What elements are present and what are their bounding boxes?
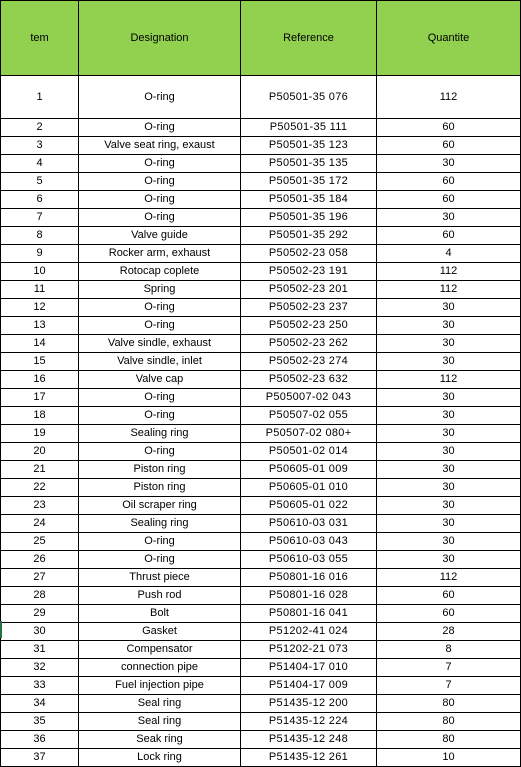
cell-reference[interactable]: P51202-41 024 bbox=[241, 623, 377, 641]
cell-reference[interactable]: P50501-02 014 bbox=[241, 443, 377, 461]
cell-item[interactable]: 17 bbox=[1, 389, 79, 407]
cell-quantity[interactable]: 80 bbox=[377, 713, 521, 731]
cell-quantity[interactable]: 112 bbox=[377, 281, 521, 299]
cell-quantity[interactable]: 30 bbox=[377, 461, 521, 479]
cell-designation[interactable]: O-ring bbox=[79, 407, 241, 425]
table-row bbox=[1, 389, 521, 407]
cell-item[interactable]: 29 bbox=[1, 605, 79, 623]
cell-quantity[interactable]: 112 bbox=[377, 76, 521, 119]
cell-quantity[interactable]: 30 bbox=[377, 551, 521, 569]
cell-item[interactable]: 20 bbox=[1, 443, 79, 461]
table-row bbox=[1, 677, 521, 695]
cell-item[interactable]: 16 bbox=[1, 371, 79, 389]
table-row bbox=[1, 335, 521, 353]
cell-reference[interactable]: P50501-35 196 bbox=[241, 209, 377, 227]
cell-designation[interactable]: Gasket bbox=[79, 623, 241, 641]
table-row bbox=[1, 749, 521, 767]
cell-item[interactable]: 15 bbox=[1, 353, 79, 371]
cell-item[interactable]: 37 bbox=[1, 749, 79, 767]
cell-item[interactable]: 21 bbox=[1, 461, 79, 479]
table-row bbox=[1, 659, 521, 677]
cell-quantity[interactable]: 28 bbox=[377, 623, 521, 641]
cell-quantity[interactable]: 30 bbox=[377, 317, 521, 335]
cell-reference[interactable]: P50502-23 237 bbox=[241, 299, 377, 317]
cell-item[interactable]: 8 bbox=[1, 227, 79, 245]
cell-designation[interactable]: Rocker arm, exhaust bbox=[79, 245, 241, 263]
cell-reference[interactable]: P50605-01 009 bbox=[241, 461, 377, 479]
table-row bbox=[1, 299, 521, 317]
cell-item[interactable]: 32 bbox=[1, 659, 79, 677]
row-selection-marker bbox=[0, 621, 2, 638]
table-row bbox=[1, 119, 521, 137]
cell-quantity[interactable]: 30 bbox=[377, 443, 521, 461]
cell-item[interactable]: 22 bbox=[1, 479, 79, 497]
cell-designation[interactable]: Valve cap bbox=[79, 371, 241, 389]
cell-quantity[interactable]: 60 bbox=[377, 587, 521, 605]
table-row bbox=[1, 263, 521, 281]
cell-reference[interactable]: P50610-03 031 bbox=[241, 515, 377, 533]
cell-quantity[interactable]: 30 bbox=[377, 425, 521, 443]
table-body bbox=[1, 76, 521, 767]
cell-designation[interactable]: O-ring bbox=[79, 173, 241, 191]
header-item-cell[interactable]: tem bbox=[1, 1, 79, 76]
cell-item[interactable]: 7 bbox=[1, 209, 79, 227]
table-row bbox=[1, 353, 521, 371]
cell-reference[interactable]: P50501-35 172 bbox=[241, 173, 377, 191]
cell-item[interactable]: 10 bbox=[1, 263, 79, 281]
cell-designation[interactable]: Seal ring bbox=[79, 713, 241, 731]
cell-quantity[interactable]: 60 bbox=[377, 605, 521, 623]
cell-designation[interactable]: Compensator bbox=[79, 641, 241, 659]
cell-quantity[interactable]: 4 bbox=[377, 245, 521, 263]
cell-item[interactable]: 23 bbox=[1, 497, 79, 515]
cell-reference[interactable]: P51202-21 073 bbox=[241, 641, 377, 659]
cell-designation[interactable]: O-ring bbox=[79, 209, 241, 227]
table-row bbox=[1, 407, 521, 425]
cell-quantity[interactable]: 60 bbox=[377, 227, 521, 245]
cell-reference[interactable]: P51404-17 010 bbox=[241, 659, 377, 677]
header-designation-cell[interactable]: Designation bbox=[79, 1, 241, 76]
cell-reference[interactable]: P50502-23 201 bbox=[241, 281, 377, 299]
table-row bbox=[1, 533, 521, 551]
table-row bbox=[1, 497, 521, 515]
table-row bbox=[1, 641, 521, 659]
cell-item[interactable]: 36 bbox=[1, 731, 79, 749]
cell-designation[interactable]: Sealing ring bbox=[79, 515, 241, 533]
cell-item[interactable]: 5 bbox=[1, 173, 79, 191]
cell-designation[interactable]: O-ring bbox=[79, 317, 241, 335]
header-quantity-cell[interactable]: Quantite bbox=[377, 1, 521, 76]
cell-reference[interactable]: P50501-35 123 bbox=[241, 137, 377, 155]
cell-designation[interactable]: Valve sindle, inlet bbox=[79, 353, 241, 371]
cell-item[interactable]: 11 bbox=[1, 281, 79, 299]
cell-quantity[interactable]: 10 bbox=[377, 749, 521, 767]
cell-reference[interactable]: P50501-35 184 bbox=[241, 191, 377, 209]
cell-item[interactable]: 14 bbox=[1, 335, 79, 353]
cell-reference[interactable]: P50610-03 043 bbox=[241, 533, 377, 551]
table-header bbox=[1, 1, 521, 76]
cell-reference[interactable]: P51404-17 009 bbox=[241, 677, 377, 695]
header-reference-cell[interactable]: Reference bbox=[241, 1, 377, 76]
cell-reference[interactable]: P50502-23 250 bbox=[241, 317, 377, 335]
cell-reference[interactable]: P50801-16 041 bbox=[241, 605, 377, 623]
table-row bbox=[1, 227, 521, 245]
table-row bbox=[1, 461, 521, 479]
table-row bbox=[1, 695, 521, 713]
cell-designation[interactable]: O-ring bbox=[79, 299, 241, 317]
cell-quantity[interactable]: 60 bbox=[377, 119, 521, 137]
cell-reference[interactable]: P50605-01 010 bbox=[241, 479, 377, 497]
cell-designation[interactable]: O-ring bbox=[79, 443, 241, 461]
cell-quantity[interactable]: 80 bbox=[377, 695, 521, 713]
cell-item[interactable]: 12 bbox=[1, 299, 79, 317]
table-row bbox=[1, 587, 521, 605]
cell-quantity[interactable]: 30 bbox=[377, 155, 521, 173]
cell-quantity[interactable]: 30 bbox=[377, 497, 521, 515]
cell-reference[interactable]: P51435-12 200 bbox=[241, 695, 377, 713]
cell-quantity[interactable]: 112 bbox=[377, 263, 521, 281]
cell-item[interactable]: 34 bbox=[1, 695, 79, 713]
cell-reference[interactable]: P50502-23 058 bbox=[241, 245, 377, 263]
cell-quantity[interactable]: 60 bbox=[377, 173, 521, 191]
cell-item[interactable]: 6 bbox=[1, 191, 79, 209]
cell-quantity[interactable]: 30 bbox=[377, 335, 521, 353]
cell-reference[interactable]: P51435-12 261 bbox=[241, 749, 377, 767]
cell-quantity[interactable]: 30 bbox=[377, 299, 521, 317]
cell-reference[interactable]: P50502-23 262 bbox=[241, 335, 377, 353]
cell-designation[interactable]: O-ring bbox=[79, 191, 241, 209]
cell-designation[interactable]: O-ring bbox=[79, 389, 241, 407]
cell-item[interactable]: 33 bbox=[1, 677, 79, 695]
cell-reference[interactable]: P50801-16 028 bbox=[241, 587, 377, 605]
cell-reference[interactable]: P50502-23 191 bbox=[241, 263, 377, 281]
cell-quantity[interactable]: 60 bbox=[377, 137, 521, 155]
cell-reference[interactable]: P51435-12 248 bbox=[241, 731, 377, 749]
cell-designation[interactable]: O-ring bbox=[79, 155, 241, 173]
cell-reference[interactable]: P50501-35 076 bbox=[241, 76, 377, 119]
cell-designation[interactable]: Bolt bbox=[79, 605, 241, 623]
cell-item[interactable]: 25 bbox=[1, 533, 79, 551]
table-row bbox=[1, 569, 521, 587]
table-row bbox=[1, 281, 521, 299]
cell-reference[interactable]: P51435-12 224 bbox=[241, 713, 377, 731]
cell-designation[interactable]: Seal ring bbox=[79, 695, 241, 713]
cell-item[interactable]: 35 bbox=[1, 713, 79, 731]
cell-reference[interactable]: P50507-02 055 bbox=[241, 407, 377, 425]
cell-quantity[interactable]: 30 bbox=[377, 533, 521, 551]
cell-quantity[interactable]: 30 bbox=[377, 209, 521, 227]
cell-reference[interactable]: P50502-23 274 bbox=[241, 353, 377, 371]
cell-quantity[interactable]: 112 bbox=[377, 569, 521, 587]
cell-item[interactable]: 26 bbox=[1, 551, 79, 569]
cell-designation[interactable]: Spring bbox=[79, 281, 241, 299]
cell-designation[interactable]: Valve guide bbox=[79, 227, 241, 245]
cell-item[interactable]: 27 bbox=[1, 569, 79, 587]
table-row bbox=[1, 371, 521, 389]
table-row bbox=[1, 515, 521, 533]
cell-reference[interactable]: P50507-02 080+ bbox=[241, 425, 377, 443]
header-row bbox=[1, 1, 521, 76]
cell-reference[interactable]: P50501-35 292 bbox=[241, 227, 377, 245]
table-row bbox=[1, 713, 521, 731]
cell-reference[interactable]: P505007-02 043 bbox=[241, 389, 377, 407]
table-row bbox=[1, 425, 521, 443]
cell-item[interactable]: 2 bbox=[1, 119, 79, 137]
table-row bbox=[1, 623, 521, 641]
cell-item[interactable]: 1 bbox=[1, 76, 79, 119]
cell-quantity[interactable]: 30 bbox=[377, 515, 521, 533]
cell-quantity[interactable]: 30 bbox=[377, 407, 521, 425]
cell-reference[interactable]: P50501-35 111 bbox=[241, 119, 377, 137]
cell-quantity[interactable]: 60 bbox=[377, 191, 521, 209]
table-row bbox=[1, 155, 521, 173]
cell-designation[interactable]: Piston ring bbox=[79, 479, 241, 497]
cell-designation[interactable]: O-ring bbox=[79, 76, 241, 119]
cell-designation[interactable]: O-ring bbox=[79, 551, 241, 569]
cell-designation[interactable]: Rotocap coplete bbox=[79, 263, 241, 281]
cell-designation[interactable]: Lock ring bbox=[79, 749, 241, 767]
table-row bbox=[1, 443, 521, 461]
cell-reference[interactable]: P50501-35 135 bbox=[241, 155, 377, 173]
cell-reference[interactable]: P50502-23 632 bbox=[241, 371, 377, 389]
table-row bbox=[1, 317, 521, 335]
cell-item[interactable]: 31 bbox=[1, 641, 79, 659]
cell-designation[interactable]: Piston ring bbox=[79, 461, 241, 479]
table-row bbox=[1, 479, 521, 497]
table-row bbox=[1, 605, 521, 623]
cell-designation[interactable]: connection pipe bbox=[79, 659, 241, 677]
cell-item[interactable]: 13 bbox=[1, 317, 79, 335]
table-row bbox=[1, 191, 521, 209]
cell-quantity[interactable]: 30 bbox=[377, 389, 521, 407]
table-row bbox=[1, 173, 521, 191]
cell-reference[interactable]: P50801-16 016 bbox=[241, 569, 377, 587]
cell-item[interactable]: 9 bbox=[1, 245, 79, 263]
cell-designation[interactable]: Oil scraper ring bbox=[79, 497, 241, 515]
cell-reference[interactable]: P50610-03 055 bbox=[241, 551, 377, 569]
cell-reference[interactable]: P50605-01 022 bbox=[241, 497, 377, 515]
cell-designation[interactable]: Valve sindle, exhaust bbox=[79, 335, 241, 353]
cell-designation[interactable]: O-ring bbox=[79, 119, 241, 137]
cell-item[interactable]: 3 bbox=[1, 137, 79, 155]
table-row bbox=[1, 551, 521, 569]
table-row bbox=[1, 245, 521, 263]
cell-item[interactable]: 19 bbox=[1, 425, 79, 443]
cell-item[interactable]: 28 bbox=[1, 587, 79, 605]
cell-quantity[interactable]: 8 bbox=[377, 641, 521, 659]
cell-item[interactable]: 24 bbox=[1, 515, 79, 533]
cell-quantity[interactable]: 30 bbox=[377, 479, 521, 497]
cell-item[interactable]: 4 bbox=[1, 155, 79, 173]
cell-designation[interactable]: Push rod bbox=[79, 587, 241, 605]
cell-designation[interactable]: Thrust piece bbox=[79, 569, 241, 587]
cell-designation[interactable]: Seak ring bbox=[79, 731, 241, 749]
cell-item[interactable]: 18 bbox=[1, 407, 79, 425]
cell-quantity[interactable]: 80 bbox=[377, 731, 521, 749]
table-row bbox=[1, 76, 521, 119]
cell-quantity[interactable]: 112 bbox=[377, 371, 521, 389]
cell-designation[interactable]: O-ring bbox=[79, 533, 241, 551]
table-row bbox=[1, 731, 521, 749]
cell-quantity[interactable]: 7 bbox=[377, 677, 521, 695]
table-row bbox=[1, 209, 521, 227]
cell-quantity[interactable]: 7 bbox=[377, 659, 521, 677]
cell-designation[interactable]: Sealing ring bbox=[79, 425, 241, 443]
cell-designation[interactable]: Fuel injection pipe bbox=[79, 677, 241, 695]
cell-item[interactable]: 30 bbox=[1, 623, 79, 641]
cell-designation[interactable]: Valve seat ring, exaust bbox=[79, 137, 241, 155]
table-row bbox=[1, 137, 521, 155]
cell-quantity[interactable]: 30 bbox=[377, 353, 521, 371]
